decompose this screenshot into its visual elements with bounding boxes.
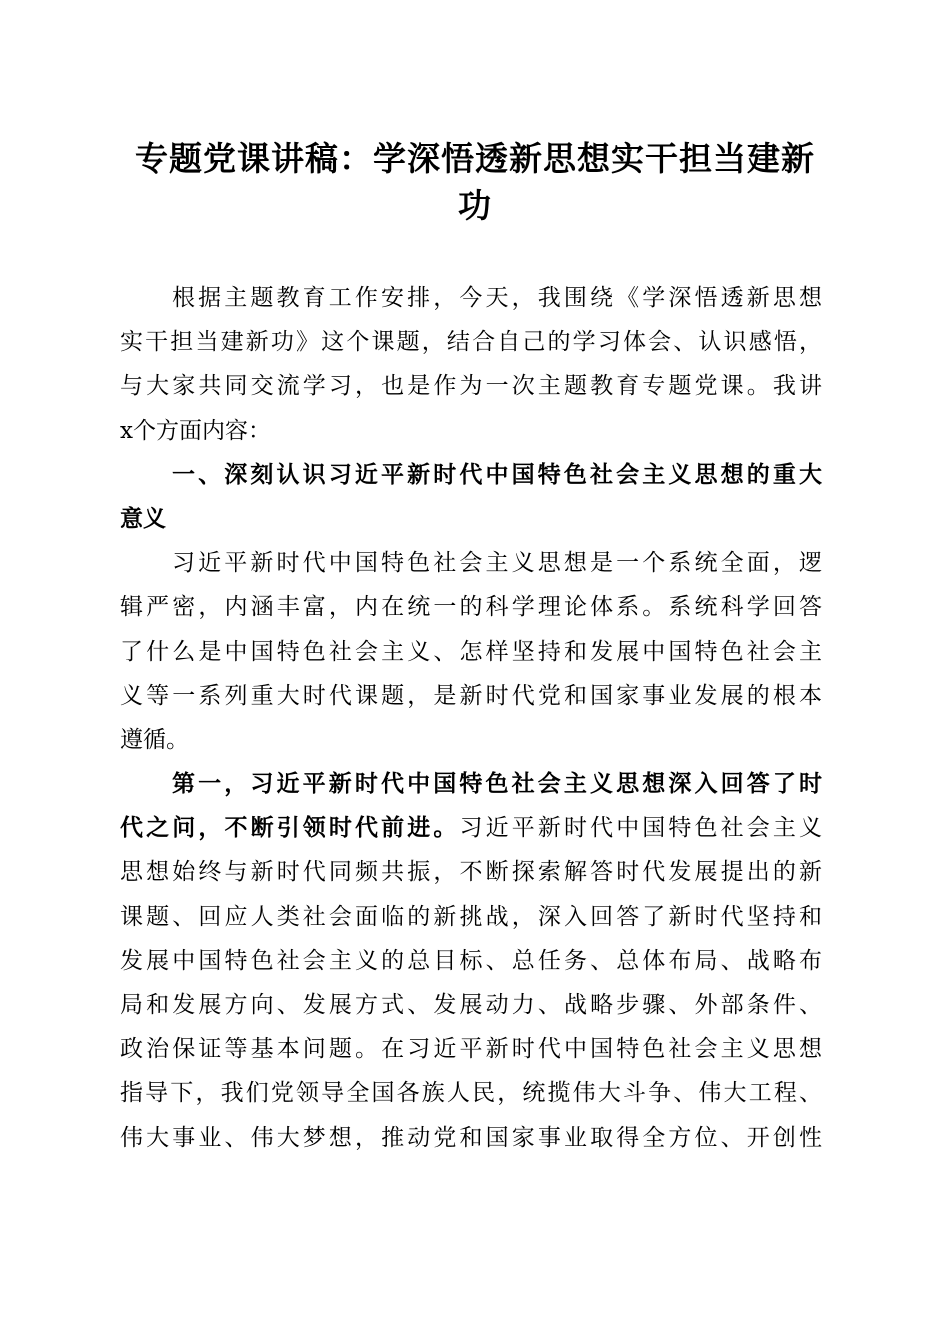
- text-line: 局和发展方向、发展方式、发展动力、战略步骤、外部条件、: [120, 992, 822, 1018]
- text-line: 辑严密，内涵丰富，内在统一的科学理论体系。系统科学回答: [120, 594, 822, 621]
- text-line: 义等一系列重大时代课题，是新时代党和国家事业发展的根本: [120, 682, 822, 709]
- document-title: [110, 135, 840, 229]
- text-line: 指导下，我们党领导全国各族人民，统揽伟大斗争、伟大工程、: [120, 1080, 822, 1107]
- document-body: [120, 276, 822, 1160]
- text-line: 习近平新时代中国特色社会主义思想是一个系统全面，逻: [172, 550, 822, 577]
- text-line: x个方面内容：: [120, 417, 271, 444]
- text-line: 课题、回应人类社会面临的新挑战，深入回答了新时代坚持和: [120, 903, 822, 930]
- text-span: 习近平新时代中国特色社会主义: [459, 815, 823, 842]
- bold-lead-line: 第一，习近平新时代中国特色社会主义思想深入回答了时: [172, 770, 822, 798]
- section-heading: [120, 453, 822, 541]
- text-line: 发展中国特色社会主义的总目标、总任务、总体布局、战略布: [120, 947, 822, 974]
- bold-lead-text: 代之问，不断引领时代前进。: [120, 814, 460, 842]
- paragraph: [120, 762, 822, 1160]
- text-line: [120, 806, 822, 850]
- heading-line: 意义: [120, 504, 166, 532]
- title-line-2: 功: [458, 186, 492, 225]
- text-line: 实干担当建新功》这个课题，结合自己的学习体会、认识感悟，: [120, 329, 822, 356]
- intro-paragraph: [120, 276, 822, 453]
- text-line: 政治保证等基本问题。在习近平新时代中国特色社会主义思想: [120, 1036, 822, 1063]
- text-line: 思想始终与新时代同频共振，不断探索解答时代发展提出的新: [120, 859, 822, 886]
- text-line: 遵循。: [120, 726, 189, 753]
- title-line-1: 专题党课讲稿：学深悟透新思想实干担当建新: [135, 139, 815, 178]
- text-line: 伟大事业、伟大梦想，推动党和国家事业取得全方位、开创性: [120, 1124, 822, 1151]
- text-line: 了什么是中国特色社会主义、怎样坚持和发展中国特色社会主: [120, 638, 822, 665]
- text-line: 根据主题教育工作安排，今天，我围绕《学深悟透新思想: [172, 285, 822, 311]
- heading-line: 一、深刻认识习近平新时代中国特色社会主义思想的重大: [172, 460, 822, 488]
- text-line: 与大家共同交流学习，也是作为一次主题教育专题党课。我讲: [120, 373, 822, 400]
- paragraph: [120, 541, 822, 762]
